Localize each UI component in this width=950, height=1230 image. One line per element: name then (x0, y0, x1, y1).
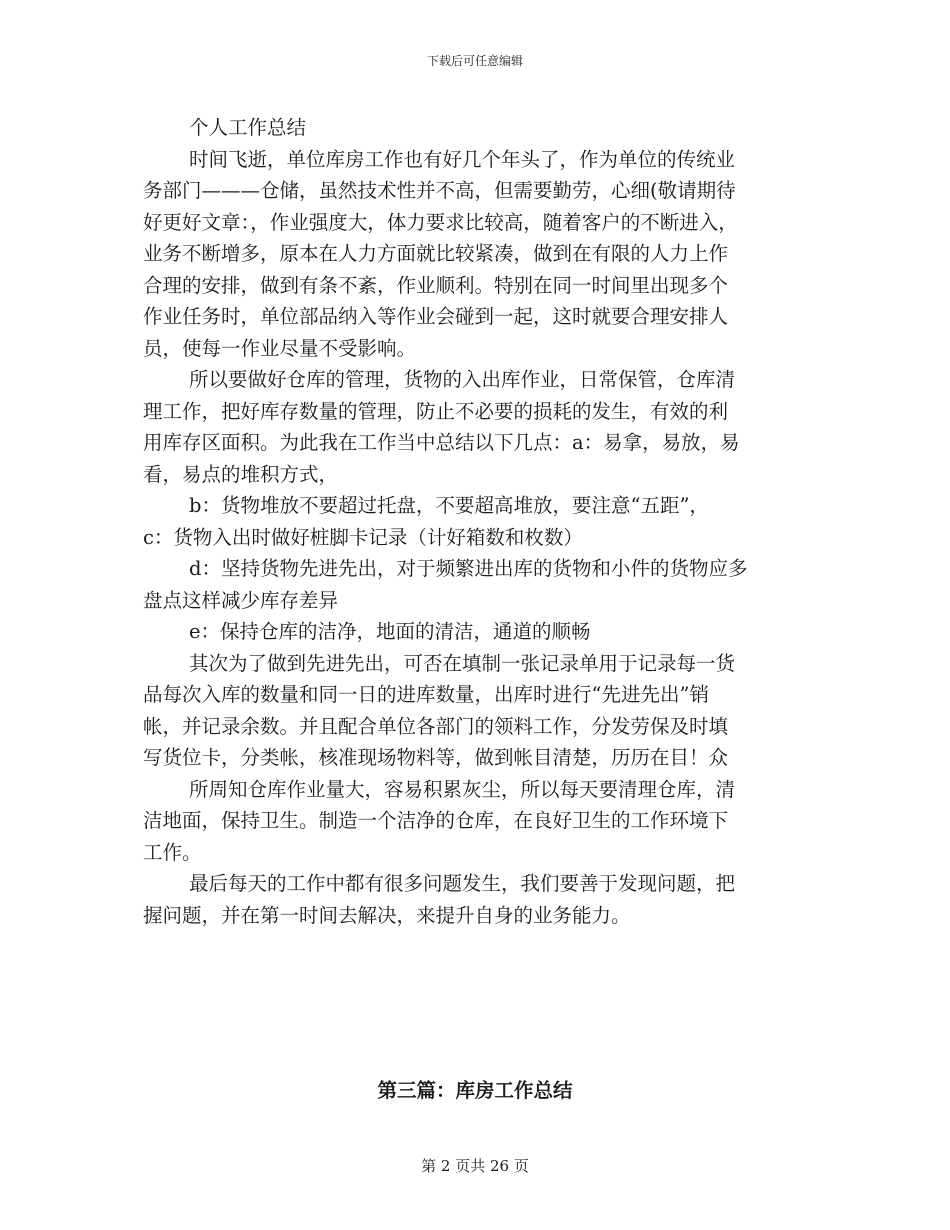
text-line: 写货位卡，分类帐，核准现场物料等，做到帐目清楚，历历在目！众 (143, 746, 729, 769)
text-line: 帐，并记录余数。并且配合单位各部门的领料工作，分发劳保及时填 (143, 714, 729, 738)
text-line: 看，易点的堆积方式， (143, 462, 339, 486)
text-line: 所以要做好仓库的管理，货物的入出库作业，日常保管，仓库清 (189, 368, 736, 391)
text-line: 品每次入库的数量和同一日的进库数量，出库时进行“先进先出”销 (143, 683, 709, 706)
text-line: 盘点这样减少库存差异 (143, 588, 339, 612)
text-line: 理工作，把好库存数量的管理，防止不必要的损耗的发生，有效的利 (143, 399, 729, 423)
text-line: 合理的安排，做到有条不紊，作业顺利。特别在同一时间里出现多个 (143, 273, 729, 297)
text-line: 员，使每一作业尽量不受影响。 (143, 336, 417, 360)
text-line: c：货物入出时做好桩脚卡记录（计好箱数和枚数） (143, 525, 583, 549)
text-line: 握问题，并在第一时间去解决，来提升自身的业务能力。 (143, 903, 631, 927)
text-line: 洁地面，保持卫生。制造一个洁净的仓库，在良好卫生的工作环境下 (143, 809, 729, 832)
page-header: 下载后可任意编辑 (426, 54, 523, 68)
text-line: 好更好文章：，作业强度大，体力要求比较高，随着客户的不断进入， (143, 210, 738, 234)
document-title-line: 个人工作总结 (189, 116, 307, 139)
text-line: 用库存区面积。为此我在工作当中总结以下几点：a：易拿，易放，易 (143, 431, 740, 454)
text-line: d：坚持货物先进先出，对于频繁进出库的货物和小件的货物应多 (189, 557, 748, 580)
text-line: 作业任务时，单位部品纳入等作业会碰到一起，这时就要合理安排人 (143, 305, 729, 328)
section-heading: 第三篇：库房工作总结 (377, 1079, 573, 1102)
text-line: b：货物堆放不要超过托盘，不要超高堆放，要注意“五距”， (189, 494, 709, 517)
text-line: 最后每天的工作中都有很多问题发生，我们要善于发现问题，把 (189, 872, 736, 895)
text-line: e：保持仓库的洁净，地面的清洁，通道的顺畅 (189, 620, 591, 643)
text-line: 时间飞逝，单位库房工作也有好几个年头了，作为单位的传统业 (189, 147, 736, 171)
text-line: 所周知仓库作业量大，容易积累灰尘，所以每天要清理仓库，清 (189, 777, 736, 801)
text-line: 业务不断增多，原本在人力方面就比较紧凑，做到在有限的人力上作 (143, 242, 729, 265)
text-line: 其次为了做到先进先出，可否在填制一张记录单用于记录每一货 (189, 651, 736, 675)
document-body (143, 112, 807, 931)
text-line: 务部门———仓储，虽然技术性并不高，但需要勤劳，心细(敬请期待 (143, 179, 736, 202)
text-line: 工作。 (143, 840, 202, 864)
page-footer: 第 2 页共 26 页 (421, 1157, 529, 1175)
